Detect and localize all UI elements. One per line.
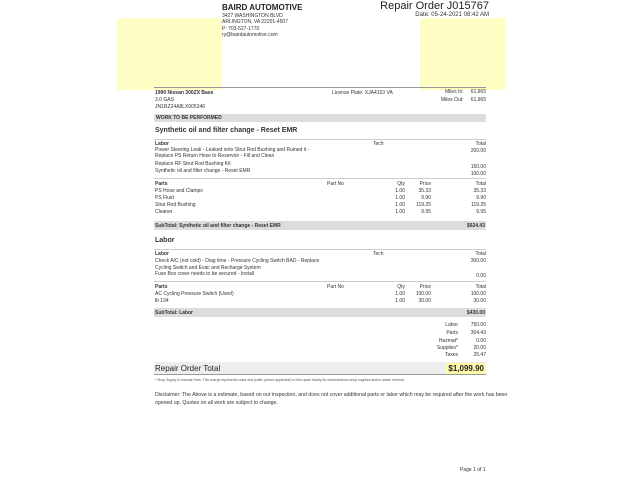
part-total: 119.25 (471, 202, 486, 208)
total-bar (154, 362, 486, 375)
labor-header-label: Labor (155, 141, 169, 147)
part-qty: 1.00 (395, 209, 405, 215)
order-title: Repair Order J015767 (380, 0, 489, 12)
labor-header-total: Total (475, 251, 486, 257)
part-name: Strut Rod Bushing (155, 202, 196, 208)
vehicle-engine: 3.0 GAS (155, 97, 174, 103)
parts-header-partno: Part No (327, 284, 344, 290)
page-number: Page 1 of 1 (460, 467, 486, 473)
work-banner-label: WORK TO BE PERFORMED (156, 115, 222, 121)
parts-header-price: Price (419, 181, 431, 187)
part-total: 30.00 (473, 298, 486, 304)
labor-line-total: 300.00 (470, 258, 486, 264)
part-name: AC Cycling Pressure Switch (Used) (155, 291, 234, 297)
parts-header-qty: Qty (397, 181, 405, 187)
labor-header-tech: Tech (373, 251, 384, 257)
labor-line: Check A/C (not cold) - Diag time - Pressure Cycling Switch BAD - Replace (155, 258, 320, 264)
vehicle-vin: JN1RZ24A8LX005246 (155, 104, 206, 110)
part-price: 9.95 (421, 209, 431, 215)
summary-value: 20.00 (473, 345, 486, 351)
labor-line-total: 150.00 (470, 164, 486, 170)
part-price: 100.00 (415, 291, 431, 297)
summary-value: 304.43 (470, 330, 486, 336)
shop-address: 3427 WASHINGTON BLVD (222, 13, 283, 19)
order-date: Date: 05-24-2021 08:42 AM (415, 12, 489, 18)
sticky-note-left (117, 18, 222, 90)
part-qty: 1.00 (395, 195, 405, 201)
divider (154, 139, 486, 140)
summary-label: Supplies* (436, 345, 458, 351)
labor-line: Power Steering Leak - Leaked onto Strut Rod Bushing and Ruined it - (155, 147, 310, 153)
summary-label: Labor (445, 322, 458, 328)
divider (154, 87, 486, 88)
part-qty: 1.00 (395, 291, 405, 297)
labor-line: Cycling Switch and Evac and Recharge System (155, 265, 261, 271)
part-qty: 1.00 (395, 298, 405, 304)
part-price: 9.90 (421, 195, 431, 201)
labor-line: Fuse Box cover needs to be secured - Install (155, 271, 254, 277)
parts-header-total: Total (475, 181, 486, 187)
total-label: Repair Order Total (155, 364, 221, 373)
labor-line-total: 200.00 (470, 148, 486, 154)
job-title: Synthetic oil and filter change - Reset EMR (155, 127, 298, 134)
subtotal-value: $624.43 (466, 223, 485, 229)
shop-city: ARLINGTON, VA 22201-4507 (222, 19, 288, 25)
parts-header-label: Parts (155, 181, 168, 187)
shop-name: BAIRD AUTOMOTIVE (222, 3, 303, 12)
part-name: PS Hose and Clamps (155, 188, 203, 194)
divider (154, 281, 486, 282)
miles-in: 61,965 (470, 89, 486, 95)
labor-line: Replace PS Return Hose to Reservoir - Fill and Clean (155, 153, 275, 159)
labor-line-total: 100.00 (470, 171, 486, 177)
part-qty: 1.00 (395, 188, 405, 194)
subtotal-label: SubTotal: Synthetic oil and filter change - Reset EMR (155, 223, 281, 229)
summary-label: Parts (446, 330, 458, 336)
parts-header-label: Parts (155, 284, 168, 290)
miles-out-label: Miles Out: (441, 97, 464, 103)
subtotal-bar (154, 308, 486, 317)
part-name: Cleaner (155, 209, 173, 215)
labor-header-tech: Tech (373, 141, 384, 147)
parts-header-total: Total (475, 284, 486, 290)
license-plate: License Plate: XJA4153 VA (332, 90, 393, 96)
miles-in-label: Miles In: (445, 89, 464, 95)
work-banner (154, 114, 486, 122)
labor-header-label: Labor (155, 251, 169, 257)
vehicle-name: 1990 Nissan 300ZX Base (155, 90, 214, 96)
divider (154, 249, 486, 250)
summary-value: 0.00 (476, 338, 486, 344)
subtotal-value: $430.00 (466, 310, 485, 316)
divider (154, 178, 486, 179)
part-total: 35.33 (473, 188, 486, 194)
part-price: 35.33 (418, 188, 431, 194)
shop-email: ry@bairdautomotive.com (222, 32, 278, 38)
summary-value: 750.00 (470, 322, 486, 328)
parts-header-qty: Qty (397, 284, 405, 290)
total-value: $1,099.90 (448, 364, 484, 373)
summary-label: Hazmat* (438, 338, 458, 344)
parts-header-price: Price (419, 284, 431, 290)
disclaimer-line: Disclaimer: The Above is a estimate, based on our inspection, and does not cover additional parts or labor which may be required after the work has been (155, 392, 508, 398)
shop-phone: P: 703-527-1770 (222, 26, 260, 32)
labor-header-total: Total (475, 141, 486, 147)
part-total: 9.90 (476, 195, 486, 201)
part-name: lb 134 (155, 298, 169, 304)
summary-label: Taxes (444, 352, 458, 358)
part-price: 30.00 (418, 298, 431, 304)
summary-value: 25.47 (473, 352, 486, 358)
subtotal-bar (154, 221, 486, 230)
part-qty: 1.00 (395, 202, 405, 208)
disclaimer-line: opened up. Quotes on all work are subject to change. (155, 400, 278, 406)
part-name: PS Fluid (155, 195, 174, 201)
labor-line: Replace RF Strut Rod Bushing Kit (155, 161, 231, 167)
part-total: 9.95 (476, 209, 486, 215)
miles-out: 61,965 (470, 97, 486, 103)
footnote: * Shop Supply & Hazmat Fees: This charge represents costs and profits (where applicable) to this repair facility for miscellaneous shop supplies and/or waste removal (155, 378, 404, 382)
subtotal-label: SubTotal: Labor (155, 310, 193, 316)
labor-line: Synthetic oil and filter change - Reset EMR (155, 168, 251, 174)
parts-header-partno: Part No (327, 181, 344, 187)
job-title: Labor (155, 237, 175, 244)
part-price: 119.25 (416, 202, 431, 208)
sticky-note-right (420, 18, 506, 90)
part-total: 100.00 (470, 291, 486, 297)
labor-line-total: 0.00 (476, 273, 486, 279)
